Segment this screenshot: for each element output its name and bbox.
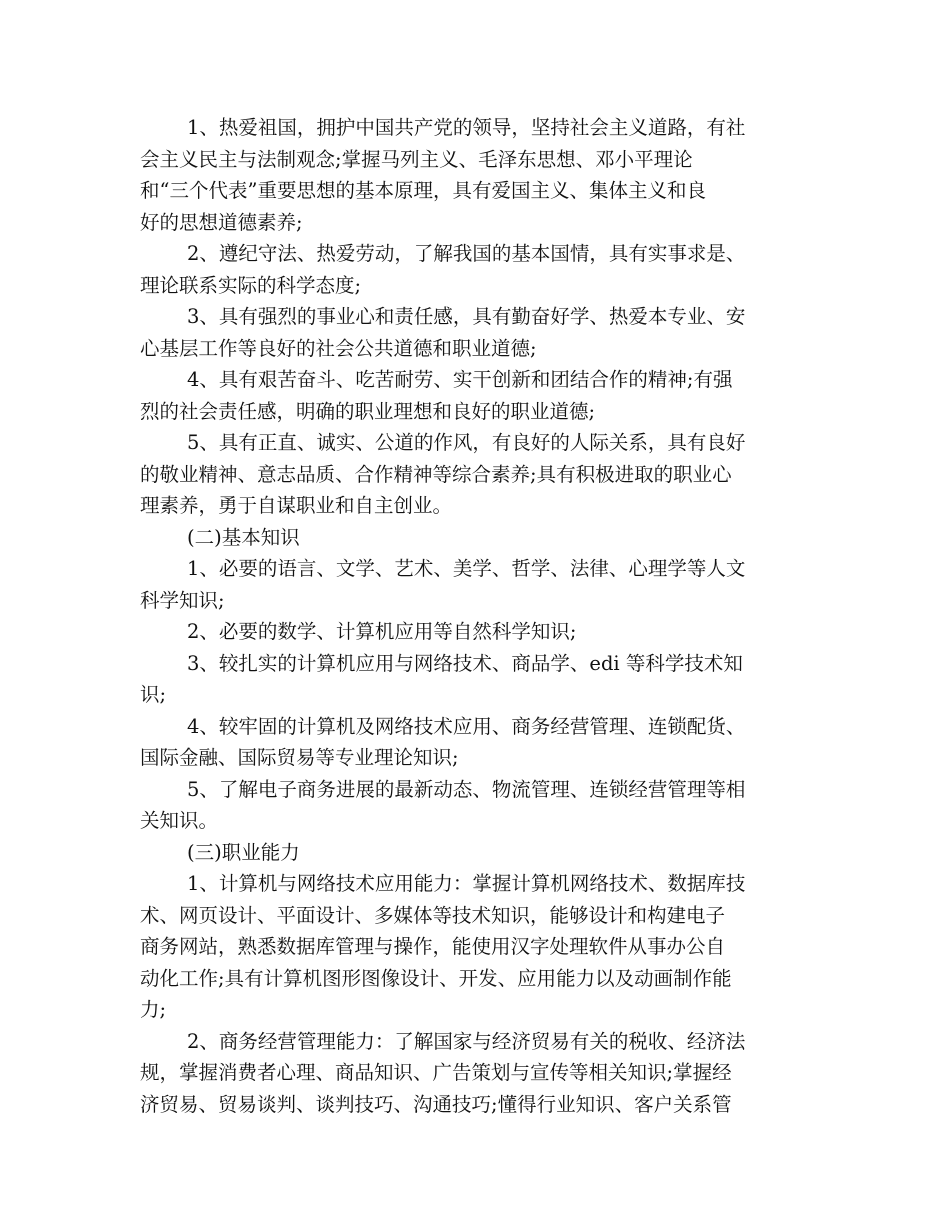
paragraph	[140, 238, 810, 301]
text-line: 动化工作;具有计算机图形图像设计、开发、应用能力以及动画制作能	[140, 966, 732, 990]
text-line: 好的思想道德素养;	[140, 210, 303, 234]
paragraph	[140, 301, 810, 364]
text-line: 5、了解电子商务进展的最新动态、物流管理、连锁经营管理等相	[187, 777, 746, 801]
text-line: 心基层工作等良好的社会公共道德和职业道德;	[140, 336, 537, 360]
paragraph	[140, 427, 810, 522]
paragraph	[140, 868, 810, 1026]
text-line: 烈的社会责任感，明确的职业理想和良好的职业道德;	[140, 399, 596, 423]
text-line: 的敬业精神、意志品质、合作精神等综合素养;具有积极进取的职业心	[140, 462, 732, 486]
text-line: 会主义民主与法制观念;掌握马列主义、毛泽东思想、邓小平理论	[140, 147, 693, 171]
text-line: 1、热爱祖国，拥护中国共产党的领导，坚持社会主义道路，有社	[187, 116, 746, 139]
text-line: 1、计算机与网络技术应用能力：掌握计算机网络技术、数据库技	[187, 872, 746, 895]
text-line: 和“三个代表”重要思想的基本原理，具有爱国主义、集体主义和良	[140, 179, 706, 202]
paragraph	[140, 774, 810, 837]
paragraph	[140, 364, 810, 427]
text-line: 2、必要的数学、计算机应用等自然科学知识;	[187, 620, 577, 643]
text-line: 5、具有正直、诚实、公道的作风，有良好的人际关系，具有良好	[187, 431, 746, 454]
text-line: 1、必要的语言、文学、艺术、美学、哲学、法律、心理学等人文	[187, 557, 746, 580]
text-line: (三)职业能力	[187, 840, 300, 864]
text-line: 济贸易、贸易谈判、谈判技巧、沟通技巧;懂得行业知识、客户关系管	[140, 1092, 732, 1116]
paragraph	[140, 1026, 810, 1121]
text-line: 理素养，勇于自谋职业和自主创业。	[140, 494, 453, 517]
text-line: 2、商务经营管理能力：了解国家与经济贸易有关的税收、经济法	[187, 1029, 746, 1053]
text-line: 4、具有艰苦奋斗、吃苦耐劳、实干创新和团结合作的精神;有强	[187, 368, 733, 391]
text-line: 术、网页设计、平面设计、多媒体等技术知识，能够设计和构建电子	[140, 903, 726, 927]
paragraph	[140, 648, 810, 711]
paragraph	[140, 112, 810, 238]
text-line: 力;	[140, 998, 167, 1021]
text-line: 4、较牢固的计算机及网络技术应用、商务经营管理、连锁配货、	[187, 714, 746, 738]
text-line: 关知识。	[140, 809, 219, 832]
text-line: 3、具有强烈的事业心和责任感，具有勤奋好学、热爱本专业、安	[187, 305, 746, 328]
text-line: 识;	[140, 683, 167, 706]
paragraph	[140, 616, 810, 648]
text-line: 2、遵纪守法、热爱劳动，了解我国的基本国情，具有实事求是、	[187, 242, 746, 265]
paragraph	[140, 837, 810, 869]
text-line: 国际金融、国际贸易等专业理论知识;	[140, 746, 459, 769]
text-line: 商务网站，熟悉数据库管理与操作，能使用汉字处理软件从事办公自	[140, 935, 726, 958]
text-line: 科学知识;	[140, 588, 225, 612]
paragraph	[140, 553, 810, 616]
paragraph	[140, 522, 810, 554]
text-line: 3、较扎实的计算机应用与网络技术、商品学、edi 等科学技术知	[187, 651, 743, 675]
text-line: 规，掌握消费者心理、商品知识、广告策划与宣传等相关知识;掌握经	[140, 1061, 732, 1084]
text-line: 理论联系实际的科学态度;	[140, 273, 362, 297]
paragraph	[140, 711, 810, 774]
document-page	[140, 112, 810, 1120]
text-line: (二)基本知识	[187, 525, 300, 549]
